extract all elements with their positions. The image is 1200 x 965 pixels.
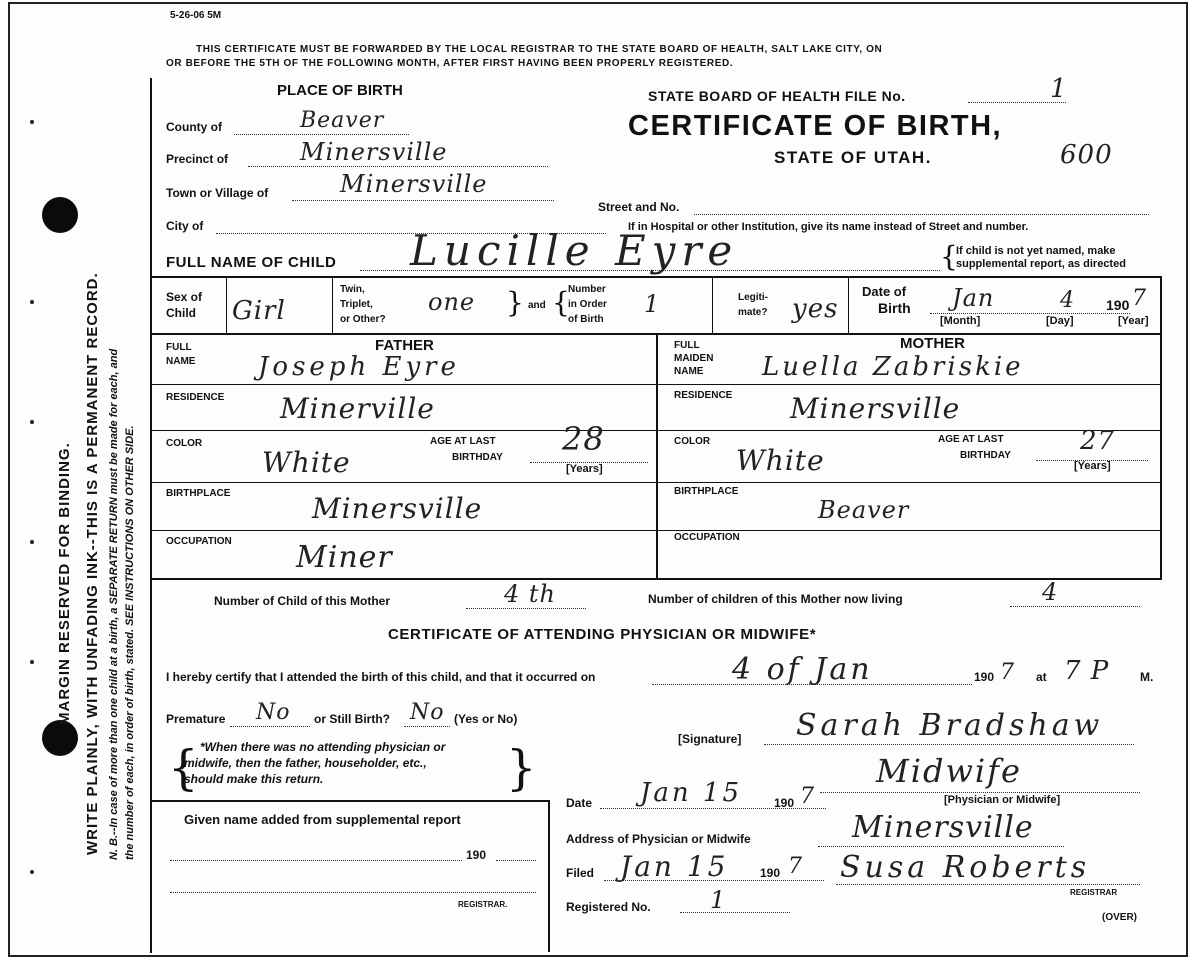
- instruction-line-2: OR BEFORE THE 5TH OF THE FOLLOWING MONTH, AFTER FIRST HAVING BEEN PROPERLY REGISTERED.: [166, 58, 734, 69]
- legit-label-2: mate?: [738, 307, 768, 318]
- child-number-line: [466, 608, 586, 609]
- certify-year-suffix: 7: [1000, 660, 1015, 685]
- mother-age-label-1: AGE AT LAST: [938, 434, 1004, 445]
- precinct-label: Precinct of: [166, 152, 229, 166]
- order-brace: {: [552, 286, 570, 319]
- supplement-year-line: [496, 860, 536, 861]
- father-birthplace-label: BIRTHPLACE: [166, 488, 231, 499]
- address-value: Minersville: [852, 810, 1034, 845]
- certify-text: I hereby certify that I attended the birth of this child, and that it occurred on: [166, 670, 596, 684]
- town-line: [292, 200, 554, 201]
- mother-full-label: FULL: [674, 340, 700, 351]
- father-years-bracket: [Years]: [566, 463, 603, 475]
- father-years-label: Years: [569, 463, 600, 475]
- sex-label-1: Sex of: [166, 290, 203, 304]
- place-heading: PLACE OF BIRTH: [277, 82, 403, 99]
- father-residence-label: RESIDENCE: [166, 392, 225, 403]
- binding-hole-bottom: [42, 720, 78, 756]
- margin-ink-text: WRITE PLAINLY, WITH UNFADING INK--THIS IS A PERMANENT RECORD.: [84, 272, 101, 855]
- file-number: 1: [1050, 74, 1068, 104]
- street-line: [694, 214, 1149, 215]
- day-bracket: [Day]: [1046, 315, 1074, 327]
- title-line: [820, 792, 1140, 793]
- supplement-registrar: REGISTRAR.: [458, 900, 508, 909]
- filed-value: Jan 15: [620, 850, 729, 883]
- legit-label-1: Legiti-: [738, 292, 768, 303]
- father-age-value: 28: [562, 420, 605, 458]
- hour-value: 7 P: [1064, 656, 1110, 686]
- name-note-1: If child is not yet named, make: [956, 245, 1116, 257]
- certificate-title: CERTIFICATE OF BIRTH,: [628, 110, 1003, 142]
- mother-maiden-label: MAIDEN: [674, 353, 714, 364]
- cell-divider: [226, 278, 227, 333]
- order-label-1: Number: [568, 284, 606, 295]
- row-divider: [152, 530, 1160, 531]
- regno-value: 1: [710, 886, 727, 914]
- margin-mark: [30, 540, 34, 544]
- mother-age-label-2: BIRTHDAY: [960, 450, 1011, 461]
- father-age-label-1: AGE AT LAST: [430, 436, 496, 447]
- father-residence-value: Minerville: [280, 392, 435, 425]
- sex-value: Girl: [232, 296, 286, 326]
- name-note-brace: {: [940, 240, 958, 273]
- supplement-heading: Given name added from supplemental report: [184, 812, 461, 827]
- mother-occupation-label: OCCUPATION: [674, 532, 740, 543]
- physician-heading: CERTIFICATE OF ATTENDING PHYSICIAN OR MIDWIFE*: [388, 626, 817, 643]
- hospital-note: If in Hospital or other Institution, give its name instead of Street and number.: [628, 221, 1029, 233]
- margin-mark: [30, 300, 34, 304]
- margin-mark: [30, 420, 34, 424]
- sex-label-2: Child: [166, 306, 196, 320]
- binding-hole-top: [42, 197, 78, 233]
- form-code: 5-26-06 5M: [170, 10, 222, 21]
- margin-note-1: N. B.--In case of more than one child at a birth, a SEPARATE RETURN must be made for each, and: [108, 348, 120, 860]
- supplement-line-2: [170, 892, 536, 893]
- certify-date-value: 4 of Jan: [732, 652, 873, 687]
- father-name-value: Joseph Eyre: [258, 352, 460, 382]
- footnote-3: should make this return.: [184, 772, 324, 786]
- living-label: Number of children of this Mother now living: [648, 592, 903, 606]
- month-bracket: [Month]: [940, 315, 981, 327]
- mother-birthplace-label: BIRTHPLACE: [674, 486, 739, 497]
- father-color-label: COLOR: [166, 438, 203, 449]
- filed-year-prefix: 190: [760, 866, 781, 880]
- regno-line: [680, 912, 790, 913]
- state-label: STATE OF UTAH.: [774, 148, 932, 167]
- m-label: M.: [1140, 670, 1154, 684]
- father-full-label: FULL: [166, 342, 192, 353]
- county-line: [234, 134, 409, 135]
- dob-day: 4: [1060, 288, 1075, 313]
- father-birthplace-value: Minersville: [312, 492, 483, 525]
- mother-name-label: NAME: [674, 366, 704, 377]
- row-divider: [152, 276, 1162, 278]
- filed-year-suffix: 7: [788, 854, 803, 879]
- year-bracket: [Year]: [1118, 315, 1149, 327]
- town-label: Town or Village of: [166, 186, 269, 200]
- footnote-1: *When there was no attending physician or: [200, 740, 446, 754]
- father-heading: FATHER: [375, 337, 434, 354]
- father-name-label: NAME: [166, 356, 196, 367]
- father-color-value: White: [262, 446, 351, 479]
- cell-divider: [712, 278, 713, 333]
- dob-line: [930, 313, 1130, 314]
- premature-label: Premature: [166, 712, 226, 726]
- town-value: Minersville: [340, 170, 488, 198]
- yes-no-label: (Yes or No): [454, 712, 518, 726]
- stillbirth-value: No: [410, 700, 445, 725]
- footnote-brace-left: {: [168, 740, 199, 796]
- mother-name-value: Luella Zabriskie: [762, 352, 1024, 382]
- city-label: City of: [166, 219, 204, 233]
- footnote-brace-right: }: [506, 740, 537, 796]
- row-divider: [152, 578, 1162, 580]
- mother-age-value: 27: [1080, 426, 1116, 456]
- mother-color-label: COLOR: [674, 436, 711, 447]
- supplement-year: 190: [466, 848, 487, 862]
- mother-birthplace-value: Beaver: [818, 496, 910, 524]
- date-year-suffix: 7: [800, 784, 815, 809]
- year-label: Year: [1121, 315, 1145, 327]
- name-note-2: supplemental report, as directed: [956, 258, 1126, 270]
- certify-year-prefix: 190: [974, 670, 995, 684]
- county-value: Beaver: [300, 108, 385, 133]
- margin-mark: [30, 660, 34, 664]
- cell-divider: [332, 278, 333, 333]
- dob-label-2: Birth: [878, 300, 911, 316]
- day-label: Day: [1049, 315, 1070, 327]
- father-occupation-value: Miner: [296, 540, 393, 575]
- premature-line: [230, 726, 310, 727]
- child-name-value: Lucille Eyre: [410, 226, 739, 275]
- instruction-line-1: THIS CERTIFICATE MUST BE FORWARDED BY THE LOCAL REGISTRAR TO THE STATE BOARD OF HEALTH, SALT LAKE CITY, ON: [196, 44, 883, 55]
- order-label-2: in Order: [568, 299, 607, 310]
- filed-label: Filed: [566, 866, 595, 880]
- mother-years-bracket: [Years]: [1074, 460, 1111, 472]
- twin-label-2: Triplet,: [340, 299, 373, 310]
- order-label-3: of Birth: [568, 314, 604, 325]
- twin-label-1: Twin,: [340, 284, 365, 295]
- parents-divider: [656, 335, 658, 578]
- margin-mark: [30, 870, 34, 874]
- dob-month: Jan: [952, 284, 995, 312]
- precinct-value: Minersville: [300, 138, 448, 166]
- mother-color-value: White: [736, 444, 825, 477]
- registrar-line: [836, 884, 1140, 885]
- at-label: at: [1036, 670, 1047, 684]
- over-label: (OVER): [1102, 912, 1137, 923]
- signature-label: [Signature]: [678, 732, 742, 746]
- margin-binding-text: MARGIN RESERVED FOR BINDING.: [56, 442, 73, 725]
- certificate-number: 600: [1060, 140, 1113, 170]
- row-divider: [152, 482, 1160, 483]
- legit-value: yes: [792, 294, 839, 324]
- margin-note-2: the number of each, in order of birth, stated. SEE INSTRUCTIONS ON OTHER SIDE.: [124, 425, 136, 860]
- margin-mark: [30, 120, 34, 124]
- twin-label-3: or Other?: [340, 314, 386, 325]
- living-line: [1010, 606, 1140, 607]
- address-line: [818, 846, 1064, 847]
- precinct-line: [248, 166, 548, 167]
- stillbirth-line: [404, 726, 450, 727]
- regno-label: Registered No.: [566, 900, 651, 914]
- dob-year-prefix: 190: [1106, 297, 1130, 313]
- mother-residence-label: RESIDENCE: [674, 390, 733, 401]
- order-value: 1: [644, 290, 661, 318]
- twin-brace: }: [506, 286, 524, 319]
- dob-label-1: Date of: [862, 284, 907, 299]
- mother-heading: MOTHER: [900, 335, 965, 352]
- registrar-signature: Susa Roberts: [840, 850, 1091, 885]
- father-age-label-2: BIRTHDAY: [452, 452, 503, 463]
- file-label: STATE BOARD OF HEALTH FILE No.: [648, 88, 906, 104]
- mother-residence-value: Minersville: [790, 392, 961, 425]
- row-border: [1160, 276, 1162, 578]
- date-value: Jan 15: [640, 778, 743, 808]
- father-occupation-label: OCCUPATION: [166, 536, 232, 547]
- physician-or-midwife-label: [Physician or Midwife]: [944, 794, 1061, 806]
- dob-year-suffix: 7: [1132, 286, 1147, 311]
- and-label: and: [528, 300, 546, 311]
- midwife-title-value: Midwife: [876, 752, 1022, 790]
- date-label: Date: [566, 796, 593, 810]
- child-number-label: Number of Child of this Mother: [214, 594, 390, 608]
- stillbirth-label: or Still Birth?: [314, 712, 390, 726]
- cell-divider: [848, 278, 849, 333]
- premature-value: No: [256, 700, 291, 725]
- footnote-2: midwife, then the father, householder, etc.,: [184, 756, 427, 770]
- street-label: Street and No.: [598, 200, 680, 214]
- child-name-label: FULL NAME OF CHILD: [166, 254, 337, 271]
- county-label: County of: [166, 120, 222, 134]
- row-divider: [152, 384, 1160, 385]
- living-value: 4: [1042, 578, 1059, 606]
- month-label: Month: [943, 315, 977, 327]
- signature-value: Sarah Bradshaw: [796, 708, 1104, 743]
- twin-value: one: [428, 288, 476, 316]
- mother-years-label: Years: [1077, 460, 1108, 472]
- date-year-prefix: 190: [774, 796, 795, 810]
- row-divider: [152, 430, 1160, 431]
- registrar-label: REGISTRAR: [1070, 888, 1118, 897]
- supplement-line-1: [170, 860, 462, 861]
- address-label: Address of Physician or Midwife: [566, 832, 751, 846]
- child-number-value: 4 th: [504, 580, 556, 608]
- signature-line: [764, 744, 1134, 745]
